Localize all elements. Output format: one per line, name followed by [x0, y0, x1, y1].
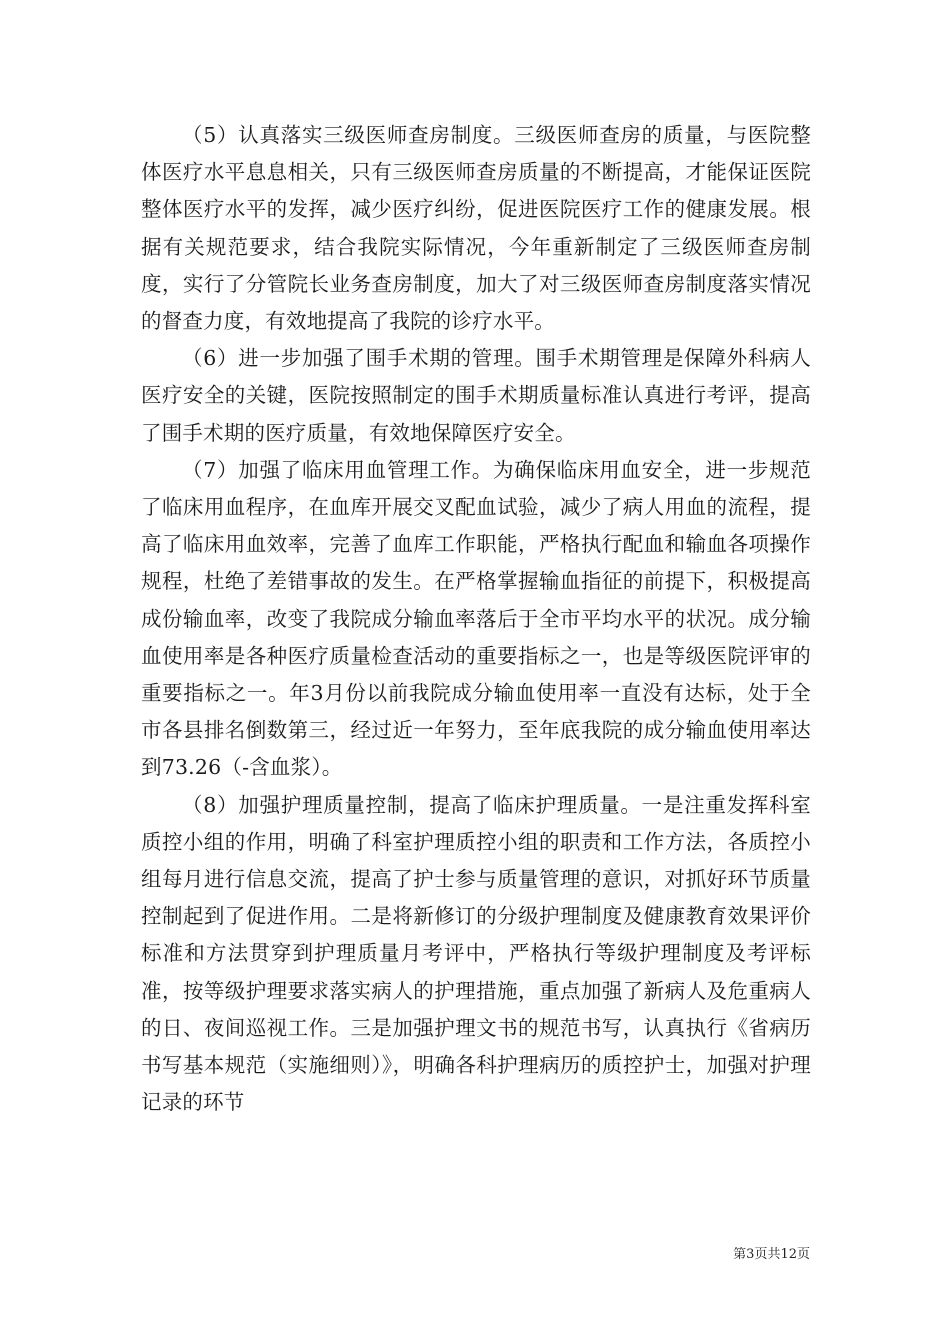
paragraph-8-nursing-quality: （8）加强护理质量控制，提高了临床护理质量。一是注重发挥科室质控小组的作用，明确了科室护理质控小组的职责和工作方法，各质控小组每月进行信息交流，提高了护士参与质量管理的意识，对抓好环节质量控制起到了促进作用。二是将新修订的分级护理制度及健康教育效果评价标准和方法贯穿到护理质量月考评中，严格执行等级护理制度及考评标准，按等级护理要求落实病人的护理措施，重点加强了新病人及危重病人的日、夜间巡视工作。三是加强护理文书的规范书写，认真执行《省病历书写基本规范（实施细则）》，明确各科护理病历的质控护士，加强对护理记录的环节 [141, 792, 811, 1115]
page-number: 第3页共12页 [733, 1247, 810, 1262]
paragraph-5-ward-rounds: （5）认真落实三级医师查房制度。三级医师查房的质量，与医院整体医疗水平息息相关，只有三级医师查房质量的不断提高，才能保证医院整体医疗水平的发挥，减少医疗纠纷，促进医院医疗工作的健康发展。根据有关规范要求，结合我院实际情况，今年重新制定了三级医师查房制度，实行了分管院长业务查房制度，加大了对三级医师查房制度落实情况的督查力度，有效地提高了我院的诊疗水平。 [141, 123, 811, 334]
paragraph-6-perioperative: （6）进一步加强了围手术期的管理。围手术期管理是保障外科病人医疗安全的关键，医院按照制定的围手术期质量标准认真进行考评，提高了围手术期的医疗质量，有效地保障医疗安全。 [141, 346, 811, 445]
paragraph-7-blood-transfusion: （7）加强了临床用血管理工作。为确保临床用血安全，进一步规范了临床用血程序，在血库开展交叉配血试验，减少了病人用血的流程，提高了临床用血效率，完善了血库工作职能，严格执行配血和输血各项操作规程，杜绝了差错事故的发生。在严格掌握输血指征的前提下，积极提高成份输血率，改变了我院成分输血率落后于全市平均水平的状况。成分输血使用率是各种医疗质量检查活动的重要指标之一，也是等级医院评审的重要指标之一。年3月份以前我院成分输血使用率一直没有达标，处于全市各县排名倒数第三，经过近一年努力，至年底我院的成分输血使用率达到73.26（-含血浆）。 [141, 457, 811, 780]
document-body [141, 117, 811, 1121]
